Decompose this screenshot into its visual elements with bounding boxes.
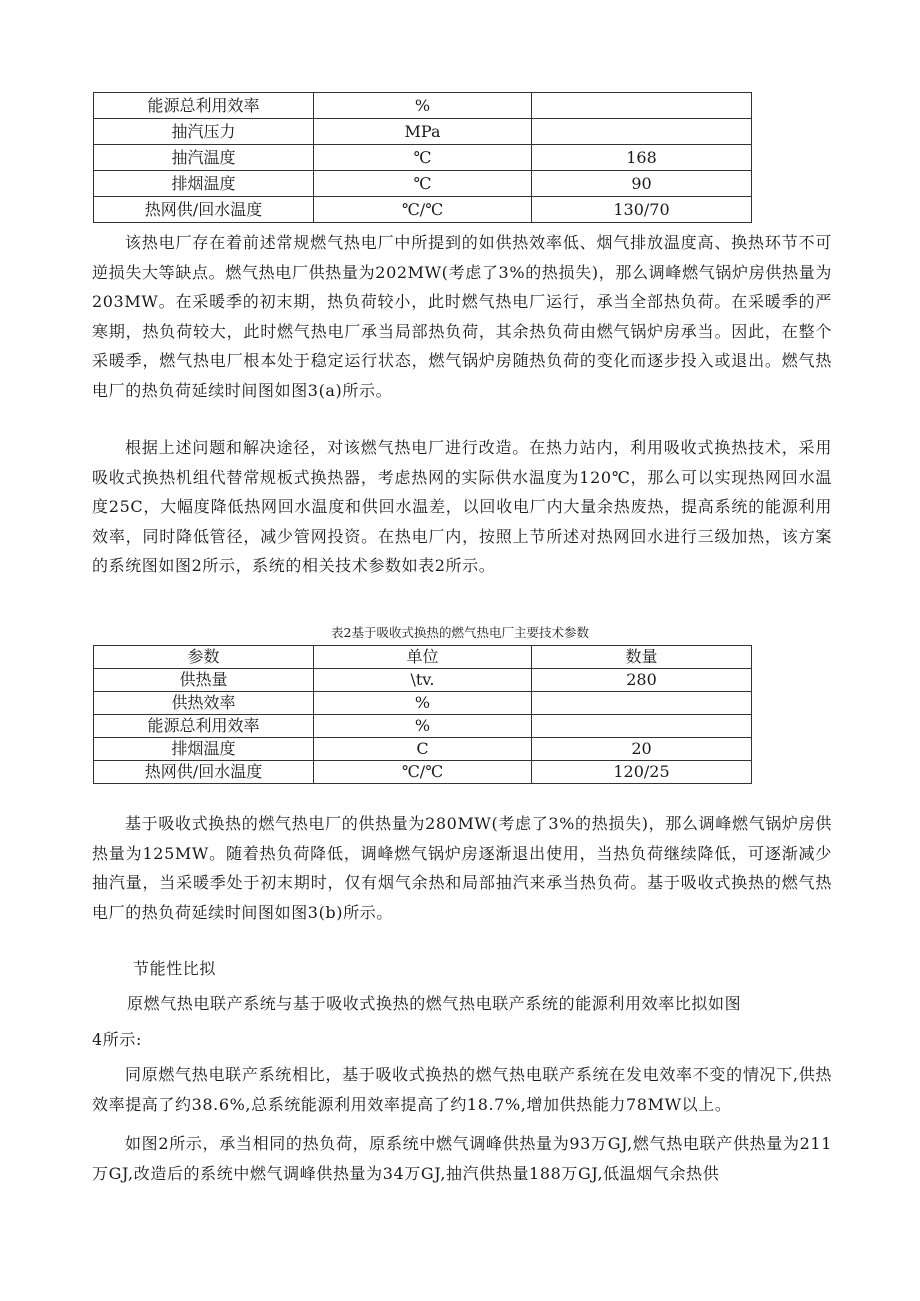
table-cell bbox=[532, 692, 752, 715]
paragraph-absorption-plant: 基于吸收式换热的燃气热电厂的供热量为280MW(考虑了3%的热损失)，那么调峰燃气锅炉房供热量为125MW。随着热负荷降低，调峰燃气锅炉房逐渐退出使用，当热负荷继续降低，可逐渐减少抽汽量，当采暖季处于初末期时，仅有烟气余热和局部抽汽来承当热负荷。基于吸收式换热的燃气热电厂的热负荷延续时间图如图3(b)所示。 bbox=[92, 814, 832, 922]
section-heading: 节能性比拟 bbox=[133, 959, 217, 978]
table-cell: 120/25 bbox=[532, 761, 752, 784]
table-cell: 供热效率 bbox=[94, 692, 314, 715]
table-cell: 90 bbox=[532, 171, 752, 197]
column-header: 数量 bbox=[532, 646, 752, 669]
table-cell: ℃/℃ bbox=[314, 761, 532, 784]
table-cell: 热网供/回水温度 bbox=[94, 197, 314, 223]
table-row bbox=[94, 119, 752, 145]
table-row bbox=[94, 197, 752, 223]
table-cell: 排烟温度 bbox=[94, 171, 314, 197]
paragraph-efficiency-gain: 同原燃气热电联产系统相比，基于吸收式换热的燃气热电联产系统在发电效率不变的情况下,供热效率提高了约38.6%,总系统能源利用效率提高了约18.7%,增加供热能力78MW以上。 bbox=[92, 1065, 832, 1114]
table-cell: C bbox=[314, 738, 532, 761]
table-cell: 能源总利用效率 bbox=[94, 93, 314, 119]
column-header: 单位 bbox=[314, 646, 532, 669]
table-cell: ℃/℃ bbox=[314, 197, 532, 223]
paragraph-comparison-line-2: 4所示: bbox=[92, 1030, 142, 1049]
column-header: 参数 bbox=[94, 646, 314, 669]
table-row bbox=[94, 738, 752, 761]
table-2-caption: 表2基于吸收式换热的燃气热电厂主要技术参数 bbox=[331, 625, 589, 640]
table-cell: 168 bbox=[532, 145, 752, 171]
table-row bbox=[94, 761, 752, 784]
table-cell: 280 bbox=[532, 669, 752, 692]
table-2 bbox=[93, 645, 752, 784]
table-1 bbox=[93, 92, 752, 223]
table-row bbox=[94, 669, 752, 692]
table-row bbox=[94, 171, 752, 197]
table-cell: \tv. bbox=[314, 669, 532, 692]
table-cell bbox=[532, 119, 752, 145]
table-cell bbox=[532, 93, 752, 119]
table-cell: 130/70 bbox=[532, 197, 752, 223]
table-cell bbox=[532, 715, 752, 738]
paragraph-comparison-line-1: 原燃气热电联产系统与基于吸收式换热的燃气热电联产系统的能源利用效率比拟如图 bbox=[127, 994, 742, 1013]
table-cell: 供热量 bbox=[94, 669, 314, 692]
table-cell: 20 bbox=[532, 738, 752, 761]
table-cell: % bbox=[314, 692, 532, 715]
table-cell: 能源总利用效率 bbox=[94, 715, 314, 738]
table-row bbox=[94, 93, 752, 119]
paragraph-retrofit-approach: 根据上述问题和解决途径，对该燃气热电厂进行改造。在热力站内，利用吸收式换热技术，采用吸收式换热机组代替常规板式换热器，考虑热网的实际供水温度为120℃，那么可以实现热网回水温度25C，大幅度降低热网回水温度和供回水温差，以回收电厂内大量余热废热，提高系统的能源利用效率，同时降低管径，减少管网投资。在热电厂内，按照上节所述对热网回水进行三级加热，该方案的系统图如图2所示，系统的相关技术参数如表2所示。 bbox=[92, 438, 832, 575]
table-cell: 抽汽温度 bbox=[94, 145, 314, 171]
paragraph-plant-description: 该热电厂存在着前述常规燃气热电厂中所提到的如供热效率低、烟气排放温度高、换热环节不可逆损失大等缺点。燃气热电厂供热量为202MW(考虑了3%的热损失)，那么调峰燃气锅炉房供热量为203MW。在采暖季的初末期，热负荷较小，此时燃气热电厂运行，承当全部热负荷。在采暖季的严寒期，热负荷较大，此时燃气热电厂承当局部热负荷，其余热负荷由燃气锅炉房承当。因此，在整个采暖季，燃气热电厂根本处于稳定运行状态，燃气锅炉房随热负荷的变化而逐步投入或退出。燃气热电厂的热负荷延续时间图如图3(a)所示。 bbox=[92, 233, 832, 400]
table-row bbox=[94, 145, 752, 171]
table-header-row bbox=[94, 646, 752, 669]
table-cell: MPa bbox=[314, 119, 532, 145]
table-cell: 热网供/回水温度 bbox=[94, 761, 314, 784]
table-cell: 抽汽压力 bbox=[94, 119, 314, 145]
table-cell: ℃ bbox=[314, 171, 532, 197]
table-cell: % bbox=[314, 715, 532, 738]
table-cell: 排烟温度 bbox=[94, 738, 314, 761]
table-row bbox=[94, 715, 752, 738]
table-row bbox=[94, 692, 752, 715]
table-cell: % bbox=[314, 93, 532, 119]
paragraph-heat-supply: 如图2所示，承当相同的热负荷，原系统中燃气调峰供热量为93万GJ,燃气热电联产供热量为211万GJ,改造后的系统中燃气调峰供热量为34万GJ,抽汽供热量188万GJ,低温烟气余热供 bbox=[92, 1134, 832, 1183]
table-cell: ℃ bbox=[314, 145, 532, 171]
